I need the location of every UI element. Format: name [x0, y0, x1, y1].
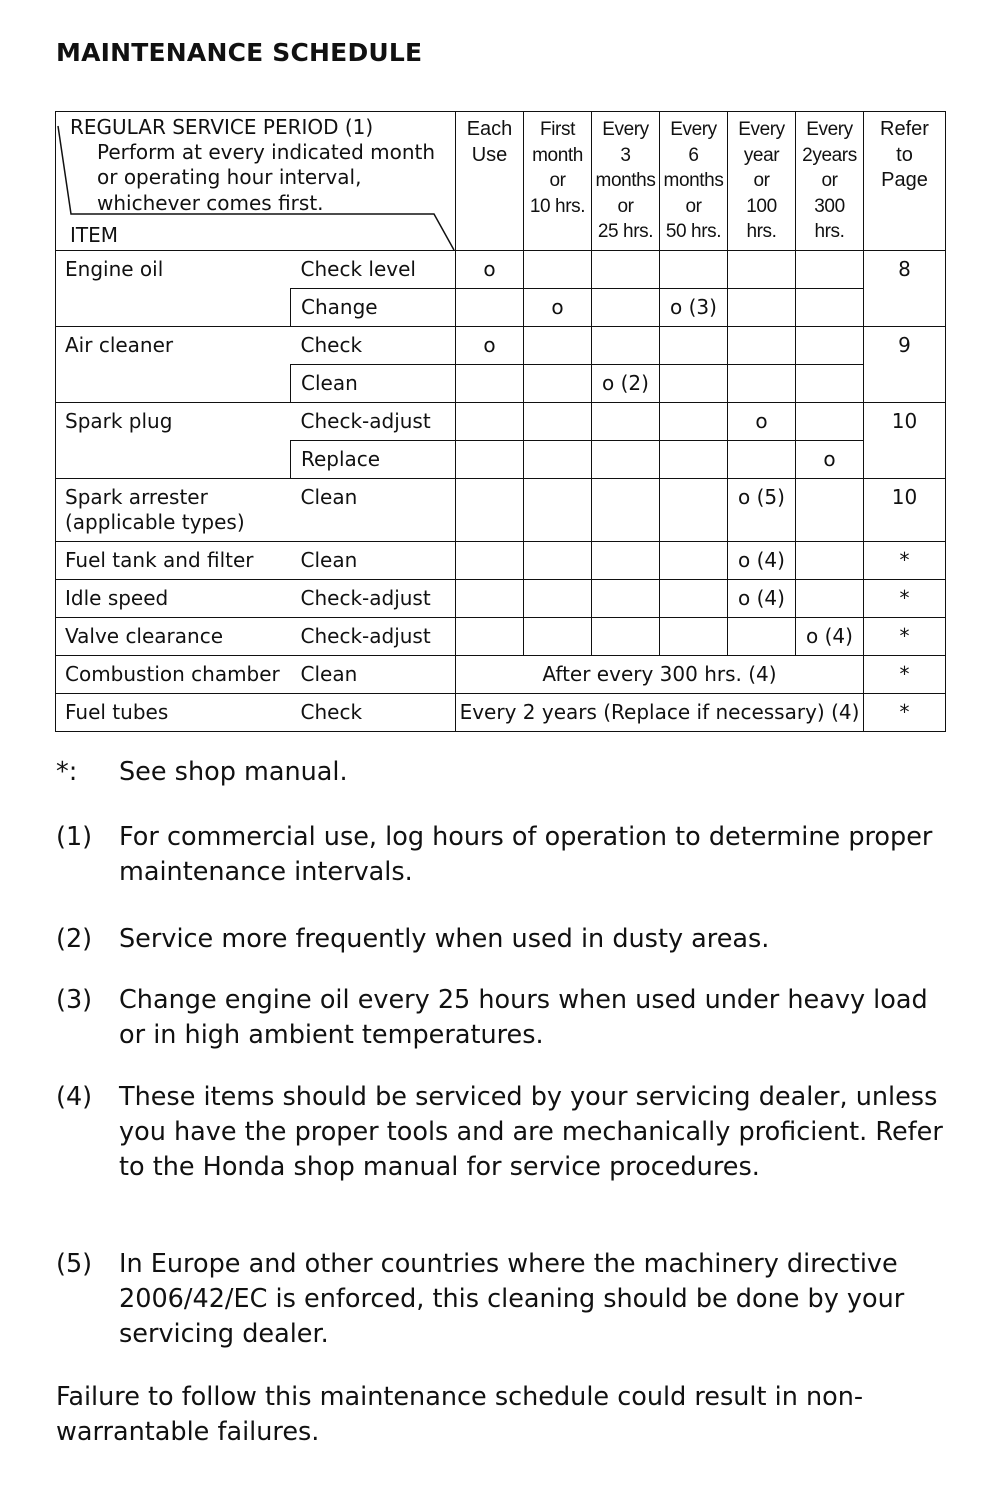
refer-page-value: * [899, 662, 910, 686]
action-name: Check-adjust [300, 409, 431, 433]
interval-cell [524, 542, 592, 580]
interval-cell [592, 542, 660, 580]
interval-mark [728, 289, 795, 295]
table-row [56, 618, 946, 656]
col-header-refer-page: Refer to Page [864, 112, 946, 251]
table-row [56, 479, 946, 542]
interval-cell [660, 327, 728, 365]
interval-mark [728, 251, 795, 257]
footnote-label: (3) [56, 985, 93, 1015]
footnote-text: These items should be serviced by your servicing dealer, unless you have the proper tools and are mechanically proficient. Refer to the Honda shop manual for service procedures. [119, 1082, 943, 1182]
action-name: Clean [300, 548, 358, 572]
interval-cell [592, 479, 660, 542]
footnote-text: Service more frequently when used in dusty areas. [119, 924, 770, 954]
interval-mark [456, 580, 523, 586]
interval-mark [592, 327, 659, 333]
header-row [56, 112, 946, 251]
footnote-label: (1) [56, 822, 93, 852]
action-name: Clean [300, 662, 358, 686]
interval-mark [660, 542, 727, 548]
interval-span-text: After every 300 hrs. (4) [542, 662, 777, 686]
refer-page-cell [864, 327, 946, 403]
refer-page-value: 10 [891, 485, 918, 509]
interval-cell [592, 580, 660, 618]
interval-cell [660, 441, 728, 479]
col-header-every-year: Every year or 100 hrs. [728, 112, 796, 251]
interval-cell [728, 365, 796, 403]
item-name: Spark plug [65, 409, 173, 433]
action-name: Check [300, 333, 363, 357]
interval-cell [660, 580, 728, 618]
refer-page-value: 8 [898, 257, 911, 281]
interval-mark [660, 618, 727, 624]
action-name: Check [300, 700, 363, 724]
col-header-every-3-months: Every 3 months or 25 hrs. [592, 112, 660, 251]
interval-mark [660, 327, 727, 333]
page-title: MAINTENANCE SCHEDULE [56, 38, 423, 67]
interval-mark [660, 365, 727, 371]
action-name: Check-adjust [300, 586, 431, 610]
refer-page-cell [864, 694, 946, 732]
interval-cell [796, 441, 864, 479]
action-cell [291, 580, 456, 618]
interval-cell [524, 479, 592, 542]
interval-mark [592, 289, 659, 295]
interval-cell [456, 289, 524, 327]
interval-cell [728, 251, 796, 289]
interval-mark [524, 542, 591, 548]
interval-mark [456, 365, 523, 371]
footnote-text: Change engine oil every 25 hours when used under heavy load or in high ambient temperatures. [119, 985, 928, 1050]
interval-cell [456, 479, 524, 542]
perform-interval-note: Perform at every indicated month or operating hour interval, whichever comes first. [97, 140, 436, 215]
item-name: Air cleaner [65, 333, 174, 357]
interval-mark: o (4) [806, 624, 853, 648]
footnote-text: In Europe and other countries where the machinery directive 2006/42/EC is enforced, this cleaning should be done by your servicing dealer. [119, 1249, 905, 1349]
item-cell [56, 618, 291, 656]
interval-mark [728, 441, 795, 447]
action-cell [291, 327, 456, 365]
interval-mark [524, 327, 591, 333]
interval-mark [592, 618, 659, 624]
interval-mark [728, 365, 795, 371]
interval-mark [728, 618, 795, 624]
interval-cell [660, 542, 728, 580]
item-name: Combustion chamber [65, 662, 280, 686]
interval-cell [456, 542, 524, 580]
interval-cell [592, 365, 660, 403]
action-cell [291, 403, 456, 441]
interval-cell [660, 289, 728, 327]
interval-mark [796, 479, 863, 485]
interval-cell [728, 479, 796, 542]
refer-page-cell [864, 580, 946, 618]
interval-mark [524, 403, 591, 409]
interval-mark: o [823, 447, 836, 471]
action-cell [291, 618, 456, 656]
interval-mark [796, 542, 863, 548]
refer-page-value: 9 [898, 333, 911, 357]
interval-cell [728, 618, 796, 656]
footnote-label: (2) [56, 924, 93, 954]
interval-mark [592, 479, 659, 485]
header-corner-cell [56, 112, 456, 251]
footnote-label: (5) [56, 1249, 93, 1279]
refer-page-cell [864, 479, 946, 542]
interval-mark [524, 580, 591, 586]
table-row [56, 542, 946, 580]
action-cell [291, 365, 456, 403]
refer-page-value: * [899, 586, 910, 610]
item-header: ITEM [70, 223, 119, 247]
interval-mark [660, 403, 727, 409]
interval-mark: o (2) [602, 371, 649, 395]
interval-mark: o [551, 295, 564, 319]
interval-cell [524, 441, 592, 479]
refer-page-cell [864, 251, 946, 327]
item-name: Fuel tank and filter [65, 548, 254, 572]
action-cell [291, 251, 456, 289]
interval-cell [728, 403, 796, 441]
item-cell [56, 694, 291, 732]
interval-mark [456, 479, 523, 485]
interval-cell [592, 441, 660, 479]
maintenance-schedule-table [55, 111, 946, 732]
action-name: Replace [301, 447, 381, 471]
col-header-first-month: First month or 10 hrs. [524, 112, 592, 251]
item-name: Fuel tubes [65, 700, 169, 724]
interval-mark [796, 251, 863, 257]
interval-cell [796, 403, 864, 441]
footnote-text: For commercial use, log hours of operation to determine proper maintenance intervals. [119, 822, 933, 887]
interval-mark [524, 618, 591, 624]
col-header-each-use: Each Use [456, 112, 524, 251]
action-name: Clean [301, 371, 358, 395]
interval-cell [524, 365, 592, 403]
interval-mark [524, 251, 591, 257]
col-header-every-2-years: Every 2years or 300 hrs. [796, 112, 864, 251]
table-row [56, 403, 946, 441]
interval-cell [796, 289, 864, 327]
interval-cell [524, 327, 592, 365]
interval-mark [796, 580, 863, 586]
table-row [56, 580, 946, 618]
interval-cell [796, 542, 864, 580]
action-cell [291, 656, 456, 694]
refer-page-value: * [899, 548, 910, 572]
item-cell [56, 580, 291, 618]
interval-mark [660, 479, 727, 485]
interval-cell [660, 618, 728, 656]
interval-mark [456, 403, 523, 409]
interval-cell [796, 618, 864, 656]
interval-cell [524, 403, 592, 441]
item-name: Engine oil [65, 257, 164, 281]
footnote-label: (4) [56, 1082, 93, 1112]
interval-cell [456, 403, 524, 441]
refer-page-cell [864, 403, 946, 479]
interval-cell [592, 403, 660, 441]
interval-mark [796, 365, 863, 371]
interval-mark [796, 327, 863, 333]
interval-cell [456, 580, 524, 618]
interval-span-cell [456, 656, 864, 694]
interval-mark [796, 289, 863, 295]
interval-cell [728, 327, 796, 365]
item-name: Idle speed [65, 586, 169, 610]
failure-warning: Failure to follow this maintenance schedule could result in non-warrantable failures. [56, 1382, 864, 1447]
interval-mark: o [755, 409, 768, 433]
interval-cell [456, 365, 524, 403]
regular-service-period-label: REGULAR SERVICE PERIOD (1) [70, 115, 374, 139]
interval-mark [524, 479, 591, 485]
interval-span-cell [456, 694, 864, 732]
interval-mark [796, 403, 863, 409]
interval-cell [728, 289, 796, 327]
interval-mark [592, 441, 659, 447]
interval-mark [660, 441, 727, 447]
interval-cell [660, 479, 728, 542]
interval-cell [456, 618, 524, 656]
interval-mark [660, 251, 727, 257]
refer-page-cell [864, 542, 946, 580]
interval-cell [524, 251, 592, 289]
refer-page-value: 10 [891, 409, 918, 433]
item-cell [56, 542, 291, 580]
item-cell [56, 479, 291, 542]
interval-cell [728, 441, 796, 479]
interval-mark: o (4) [738, 586, 785, 610]
refer-page-cell [864, 618, 946, 656]
interval-span-text: Every 2 years (Replace if necessary) (4) [459, 700, 860, 724]
interval-cell [456, 441, 524, 479]
action-name: Clean [300, 485, 358, 509]
action-name: Check-adjust [300, 624, 431, 648]
interval-cell [728, 542, 796, 580]
refer-page-value: * [899, 624, 910, 648]
action-cell [291, 694, 456, 732]
col-header-every-6-months: Every 6 months or 50 hrs. [660, 112, 728, 251]
item-cell [56, 403, 291, 479]
item-name: Spark arrester (applicable types) [65, 485, 245, 534]
action-cell [291, 542, 456, 580]
interval-cell [796, 365, 864, 403]
interval-mark [456, 542, 523, 548]
item-cell [56, 251, 291, 327]
interval-cell [660, 251, 728, 289]
interval-cell [524, 289, 592, 327]
interval-mark: o [483, 333, 496, 357]
interval-mark [456, 441, 523, 447]
table-row [56, 251, 946, 289]
interval-cell [660, 403, 728, 441]
interval-mark [592, 251, 659, 257]
footnote-label: *: [56, 757, 78, 787]
interval-cell [592, 327, 660, 365]
table-row [56, 656, 946, 694]
interval-cell [524, 618, 592, 656]
item-name: Valve clearance [65, 624, 224, 648]
interval-mark: o (4) [738, 548, 785, 572]
interval-mark [524, 441, 591, 447]
refer-page-value: * [899, 700, 910, 724]
action-cell [291, 479, 456, 542]
footnote-text: See shop manual. [119, 757, 348, 787]
interval-cell [796, 327, 864, 365]
item-cell [56, 327, 291, 403]
interval-mark [524, 365, 591, 371]
action-cell [291, 289, 456, 327]
interval-mark: o (3) [670, 295, 717, 319]
action-name: Change [301, 295, 378, 319]
interval-cell [524, 580, 592, 618]
interval-cell [592, 618, 660, 656]
interval-mark [592, 580, 659, 586]
interval-mark [456, 618, 523, 624]
interval-cell [728, 580, 796, 618]
interval-cell [660, 365, 728, 403]
interval-mark [592, 542, 659, 548]
interval-cell [592, 289, 660, 327]
interval-mark [456, 289, 523, 295]
interval-cell [592, 251, 660, 289]
interval-cell [456, 327, 524, 365]
interval-cell [796, 479, 864, 542]
table-row [56, 327, 946, 365]
interval-cell [796, 251, 864, 289]
table-row [56, 694, 946, 732]
interval-mark: o (5) [738, 485, 785, 509]
interval-mark [660, 580, 727, 586]
interval-mark [728, 327, 795, 333]
interval-cell [796, 580, 864, 618]
interval-mark: o [483, 257, 496, 281]
action-cell [291, 441, 456, 479]
refer-page-cell [864, 656, 946, 694]
item-cell [56, 656, 291, 694]
action-name: Check level [300, 257, 416, 281]
interval-cell [456, 251, 524, 289]
interval-mark [592, 403, 659, 409]
